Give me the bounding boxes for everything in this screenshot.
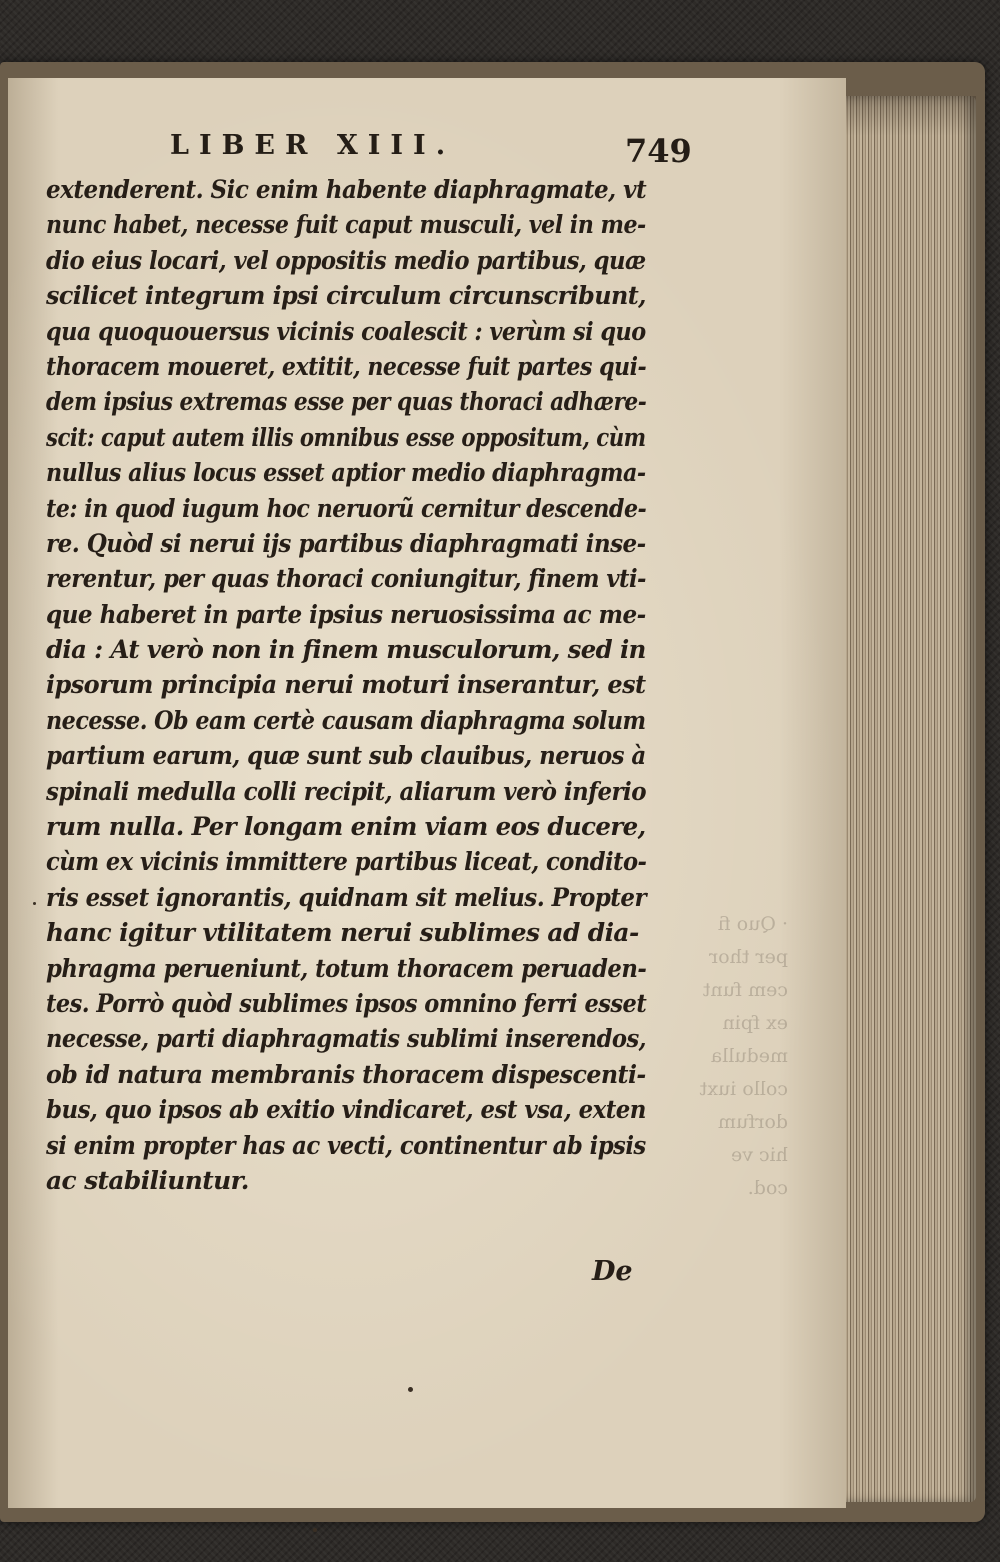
text-line: scit: caput autem illis omnibus esse oppositum, cùm — [46, 421, 646, 452]
text-line: phragma perueniunt, totum thoracem peruaden- — [46, 952, 647, 983]
text-line: hanc igitur vtilitatem nerui sublimes ad dia- — [46, 917, 639, 948]
text-line: que haberet in parte ipsius neruosissima ac me- — [46, 598, 646, 629]
text-line: scilicet integrum ipsi circulum circunscribunt, — [46, 280, 646, 311]
text-line: ob id natura membranis thoracem dispescenti- — [46, 1058, 646, 1089]
text-line: necesse, parti diaphragmatis sublimi inserendos, — [46, 1023, 647, 1054]
text-line: cùm ex vicinis immittere partibus liceat, condito- — [46, 846, 647, 877]
text-line: bus, quo ipsos ab exitio vindicaret, est vsa, exten — [46, 1094, 646, 1125]
text-line: ac stabiliuntur. — [46, 1164, 249, 1195]
text-line: spinali medulla colli recipit, aliarum verò inferio — [46, 775, 646, 806]
text-line: nunc habet, necesse fuit caput musculi, vel in me- — [46, 209, 646, 240]
catchword: De — [592, 1256, 633, 1287]
text-line: si enim propter has ac vecti, continentur ab ipsis — [46, 1129, 646, 1160]
text-line: dio eius locari, vel oppositis medio partibus, quæ — [46, 244, 646, 275]
text-line: te: in quod iugum hoc neruorũ cernitur descende- — [46, 492, 647, 523]
text-line: necesse. Ob eam certè causam diaphragma solum — [46, 704, 646, 735]
text-line: thoracem moueret, extitit, necesse fuit partes qui- — [46, 350, 647, 381]
page-edges — [838, 96, 976, 1502]
text-line: dem ipsius extremas esse per quas thoraci adhære- — [46, 386, 647, 417]
text-line: ipsorum principia nerui moturi inserantur, est — [46, 669, 646, 700]
text-line: nullus alius locus esset aptior medio diaphragma- — [46, 457, 646, 488]
text-line: tes. Porrò quòd sublimes ipsos omnino ferri esset — [46, 987, 647, 1018]
text-line: partium earum, quæ sunt sub clauibus, neruos à — [46, 740, 646, 771]
text-line: rum nulla. Per longam enim viam eos ducere, — [46, 811, 646, 842]
show-through-text: · Quo fi per thor cem funt ex fpin medulla collo iuxt dorfum hic ve cod. — [699, 913, 788, 1199]
ink-speck — [408, 1387, 413, 1392]
page-number: 749 — [625, 132, 692, 170]
text-line: ris esset ignorantis, quidnam sit melius. Propter — [46, 881, 647, 912]
body-text — [46, 172, 654, 1198]
ink-speck — [313, 1528, 317, 1532]
running-title: LIBER XIII. — [170, 130, 456, 161]
text-line: dia : At verò non in finem musculorum, sed in — [46, 634, 646, 665]
text-line: re. Quòd si nerui ijs partibus diaphragmati inse- — [46, 527, 646, 558]
text-line: rerentur, per quas thoraci coniungitur, finem vti- — [46, 563, 646, 594]
ink-speck — [33, 902, 36, 905]
text-line: qua quoquouersus vicinis coalescit : verùm si quo — [46, 315, 646, 346]
text-line: extenderent. Sic enim habente diaphragmate, vt — [46, 174, 647, 204]
